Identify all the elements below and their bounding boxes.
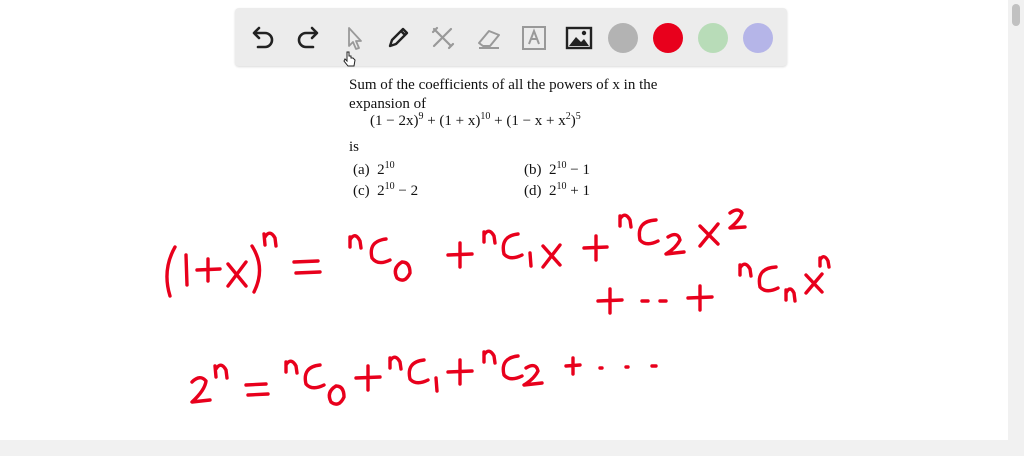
handwriting-line-3: [192, 351, 656, 404]
option-c: (c) $2^{10} - 2$: [353, 181, 419, 199]
problem-is: is: [349, 139, 360, 155]
problem-formula: $(1 - 2x)^9 + (1 + x)^{10} + (1 - x + x^2)^5$: [370, 111, 581, 129]
option-d: (d) $2^{10} + 1$: [524, 181, 590, 199]
horizontal-scrollbar[interactable]: [0, 440, 1024, 456]
handwriting-line-2: [598, 257, 829, 313]
vertical-scrollbar-thumb[interactable]: [1012, 4, 1020, 26]
option-a: (a) $2^{10}$: [353, 160, 395, 178]
vertical-scrollbar[interactable]: [1008, 0, 1024, 440]
handwriting-line-1: [167, 210, 745, 296]
option-b: (b) $2^{10} - 1$: [524, 160, 590, 178]
problem-line-1: Sum of the coefficients of all the powers of x in the: [349, 77, 658, 93]
problem-line-2: expansion of: [349, 96, 427, 112]
